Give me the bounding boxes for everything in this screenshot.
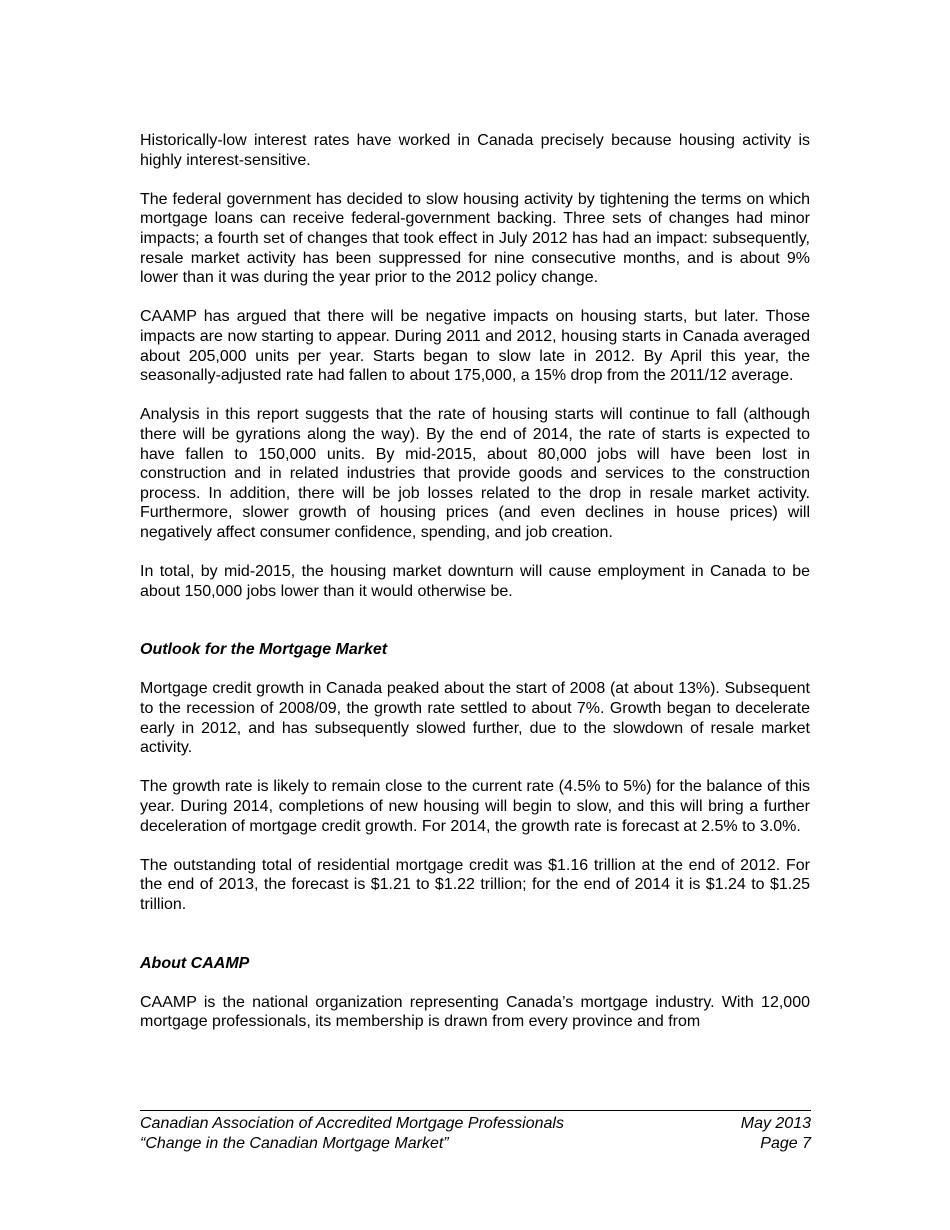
footer-date: May 2013 — [740, 1115, 811, 1132]
paragraph-employment-total: In total, by mid-2015, the housing market downturn will cause employment in Canada to be about 150,000 jobs lower than it would otherwise be. — [140, 563, 810, 600]
section-heading-about: About CAAMP — [140, 954, 250, 972]
paragraph-interest-rates: Historically-low interest rates have worked in Canada precisely because housing activity is highly interest-sensitive. — [140, 132, 810, 169]
section-heading-outlook: Outlook for the Mortgage Market — [140, 641, 388, 659]
footer-organization: Canadian Association of Accredited Mortgage Professionals — [140, 1115, 564, 1132]
page-footer — [140, 1110, 811, 1154]
paragraph-credit-growth: Mortgage credit growth in Canada peaked about the start of 2008 (at about 13%). Subsequent to the recession of 2008/09, the growth rate settled to about 7%. Growth began to decelerate early in 2012, and has subsequently slowed further, due to the slowdown of resale market activity. — [140, 680, 810, 757]
document-body — [140, 131, 810, 1052]
paragraph-growth-rate: The growth rate is likely to remain close to the current rate (4.5% to 5%) for the balance of this year. During 2014, completions of new housing will begin to slow, and this will bring a further deceleration of mortgage credit growth. For 2014, the growth rate is forecast at 2.5% to 3.0%. — [140, 778, 810, 835]
footer-row-bottom — [140, 1134, 811, 1154]
paragraph-federal-government: The federal government has decided to slow housing activity by tightening the terms on which mortgage loans can receive federal-government backing. Three sets of changes had minor impacts; a fourth set of changes that took effect in July 2012 has had an impact: subsequently, resale market activity has been suppressed for nine consecutive months, and is about 9% lower than it was during the year prior to the 2012 policy change. — [140, 190, 810, 287]
footer-report-title: “Change in the Canadian Mortgage Market” — [140, 1135, 449, 1152]
paragraph-about-caamp: CAAMP is the national organization representing Canada’s mortgage industry. With 12,000 mortgage professionals, its membership is drawn from every province and from — [140, 993, 810, 1031]
footer-page-number: Page 7 — [760, 1135, 811, 1152]
paragraph-analysis: Analysis in this report suggests that the rate of housing starts will continue to fall (although there will be gyrations along the way). By the end of 2014, the rate of starts is expected to have fallen to 150,000 units. By mid-2015, about 80,000 jobs will have been lost in construction and in related industries that provide goods and services to the construction process. In addition, there will be job losses related to the drop in resale market activity. Furthermore, slower growth of housing prices (and even declines in house prices) will negatively affect consumer confidence, spending, and job creation. — [140, 406, 810, 541]
paragraph-outstanding-credit: The outstanding total of residential mortgage credit was $1.16 trillion at the end of 2012. For the end of 2013, the forecast is $1.21 to $1.22 trillion; for the end of 2014 it is $1.24 to $1.25 trillion. — [140, 856, 810, 913]
paragraph-housing-starts: CAAMP has argued that there will be negative impacts on housing starts, but later. Those impacts are now starting to appear. During 2011 and 2012, housing starts in Canada averaged about 205,000 units per year. Starts began to slow late in 2012. By April this year, the seasonally-adjusted rate had fallen to about 175,000, a 15% drop from the 2011/12 average. — [140, 308, 810, 385]
footer-row-top — [140, 1114, 811, 1134]
